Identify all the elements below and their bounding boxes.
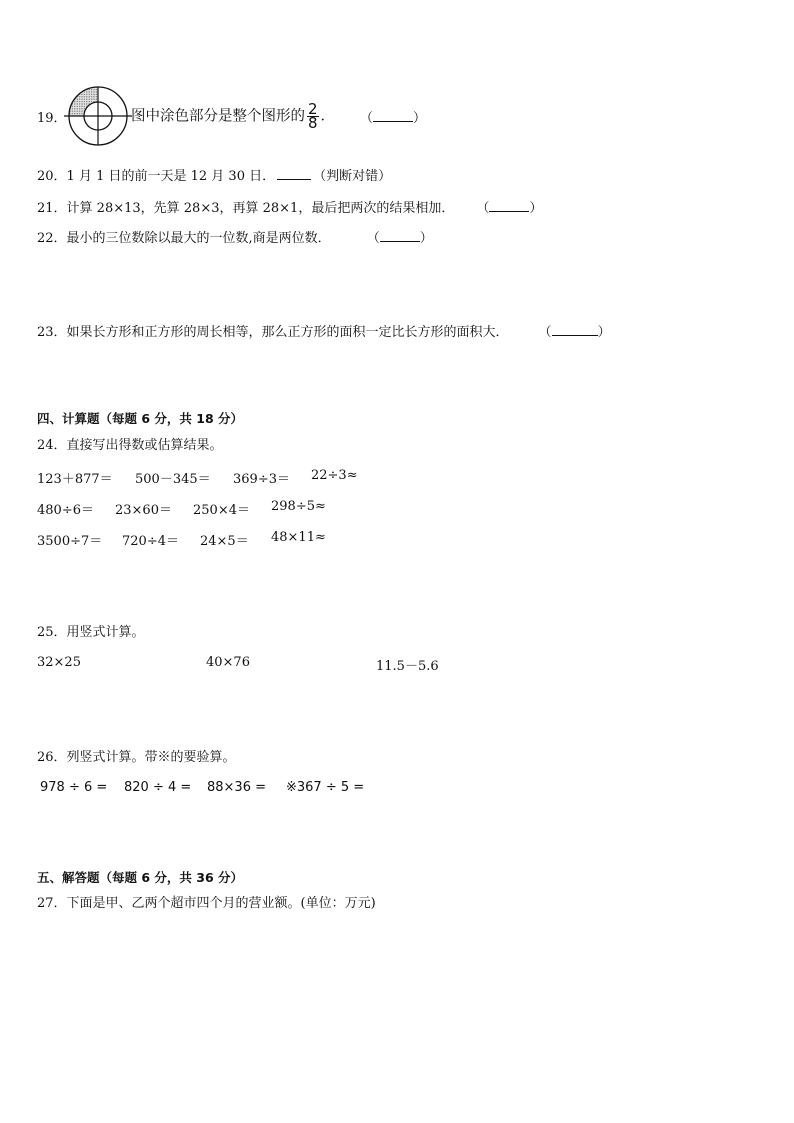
q25-item-3: 11.5－5.6 (376, 659, 439, 674)
q22-answer-blank[interactable] (380, 229, 420, 242)
shaded-circle-figure (64, 86, 132, 146)
q19-line (131, 100, 336, 132)
q24-text: 24．直接写出得数或估算结果。 (37, 438, 223, 453)
fraction-two-eighths (307, 100, 319, 132)
q20-line (37, 167, 391, 186)
paren-left: （ (366, 231, 380, 246)
q19-answer-blank[interactable] (373, 109, 413, 122)
q20-answer-blank[interactable] (277, 167, 311, 180)
paren-left: （ (538, 325, 552, 340)
q21-answer-blank[interactable] (489, 199, 529, 212)
fraction-denominator: 8 (308, 114, 318, 132)
q24-r3-c2: 720÷4＝ (122, 534, 179, 549)
q24-r2-c1: 480÷6＝ (37, 503, 94, 518)
q20-hint: （判断对错） (313, 169, 392, 184)
q26-item-3: 88×36 = (207, 780, 267, 795)
q19-tail: ． (320, 108, 336, 125)
q24-r2-c2: 23×60＝ (115, 503, 172, 518)
fraction-numerator: 2 (308, 100, 318, 118)
q19-answer-paren (360, 109, 426, 128)
q21-line (37, 199, 542, 218)
q26-item-1: 978 ÷ 6 = (40, 780, 108, 795)
q24-r1-c1: 123＋877＝ (37, 472, 113, 487)
q23-answer-blank[interactable] (552, 323, 598, 336)
q26-item-4: ※367 ÷ 5 = (286, 780, 365, 795)
paren-left: （ (476, 201, 490, 216)
q24-r1-c2: 500－345＝ (135, 472, 211, 487)
q19-number: 19． (37, 111, 67, 126)
paren-right: ） (413, 111, 427, 126)
q25-item-1: 32×25 (37, 655, 81, 670)
q24-r3-c4: 48×11≈ (271, 530, 326, 545)
q24-r2-c3: 250×4＝ (193, 503, 250, 518)
q19-text: 图中涂色部分是整个图形的 (131, 108, 305, 125)
q22-text: 22．最小的三位数除以最大的一位数,商是两位数． (37, 231, 331, 246)
q23-text: 23．如果长方形和正方形的周长相等，那么正方形的面积一定比长方形的面积大． (37, 325, 509, 340)
q20-text: 20．1 月 1 日的前一天是 12 月 30 日． (37, 169, 276, 184)
q24-r1-c3: 369÷3＝ (233, 472, 290, 487)
q27-text: 27．下面是甲、乙两个超市四个月的营业额。(单位：万元) (37, 896, 376, 911)
paren-right: ） (597, 325, 611, 340)
q24-r3-c1: 3500÷7＝ (37, 534, 103, 549)
section-4-title: 四、计算题（每题 6 分，共 18 分） (37, 411, 244, 426)
q26-text: 26．列竖式计算。带※的要验算。 (37, 750, 236, 765)
section-5-title: 五、解答题（每题 6 分，共 36 分） (37, 870, 244, 885)
q23-line (37, 323, 611, 342)
q26-item-2: 820 ÷ 4 = (124, 780, 192, 795)
q21-text: 21．计算 28×13，先算 28×3，再算 28×1，最后把两次的结果相加． (37, 201, 455, 216)
q24-r3-c3: 24×5＝ (200, 534, 249, 549)
q25-item-2: 40×76 (206, 655, 250, 670)
q22-line (37, 229, 433, 248)
paren-right: ） (529, 201, 543, 216)
paren-right: ） (419, 231, 433, 246)
q24-r1-c4: 22÷3≈ (311, 468, 358, 483)
q24-r2-c4: 298÷5≈ (271, 499, 326, 514)
q25-text: 25．用竖式计算。 (37, 625, 145, 640)
paren-left: （ (360, 111, 374, 126)
